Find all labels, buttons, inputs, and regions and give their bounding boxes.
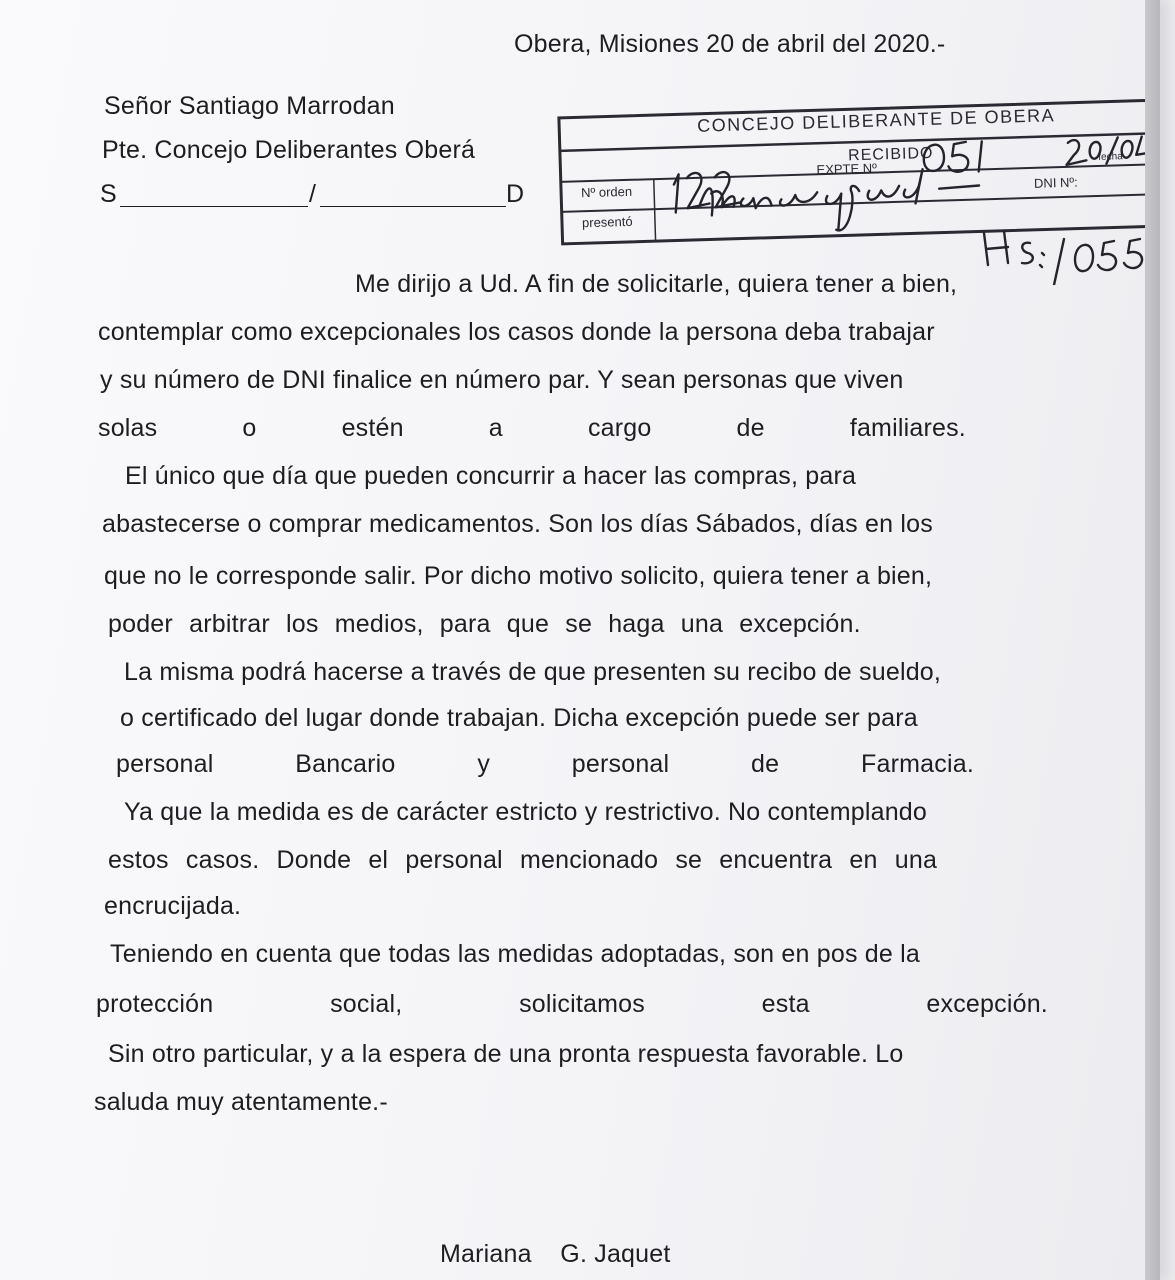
word: social, bbox=[330, 990, 403, 1018]
body-line-14: encrucijada. bbox=[104, 892, 242, 920]
stamp-dni-label: DNI Nº: bbox=[1033, 174, 1078, 191]
word: solicitamos bbox=[519, 990, 645, 1018]
body-line-4 bbox=[98, 414, 966, 443]
body-line-1: Me dirijo a Ud. A fin de solicitarle, quiera tener a bien, bbox=[355, 270, 958, 298]
word: familiares. bbox=[849, 414, 966, 442]
body-line-12: Ya que la medida es de carácter estricto y restrictivo. No contemplando bbox=[124, 798, 928, 826]
recipient-name: Señor Santiago Marrodan bbox=[104, 92, 395, 120]
body-line-7: que no le corresponde salir. Por dicho motivo solicito, quiera tener a bien, bbox=[104, 562, 933, 590]
word: Farmacia. bbox=[861, 750, 974, 778]
word: esta bbox=[761, 990, 810, 1018]
word: Bancario bbox=[295, 750, 396, 778]
sd-blank-2 bbox=[320, 206, 506, 207]
recipient-title: Pte. Concejo Deliberantes Oberá bbox=[102, 136, 476, 164]
stamp-presento-label: presentó bbox=[581, 213, 633, 231]
received-stamp bbox=[556, 70, 1158, 246]
stamp-subtitle: RECIBIDO bbox=[847, 144, 934, 165]
stamp-fecha-label: fecha bbox=[1098, 151, 1123, 163]
body-line-18: saluda muy atentamente.- bbox=[94, 1088, 388, 1116]
body-line-5: El único que día que pueden concurrir a hacer las compras, para bbox=[125, 462, 857, 490]
stamp-handwriting bbox=[556, 70, 1158, 246]
body-line-10: o certificado del lugar donde trabajan. Dicha excepción puede ser para bbox=[120, 704, 918, 732]
sd-right: D bbox=[506, 180, 525, 208]
word: personal bbox=[116, 750, 214, 778]
word: solas bbox=[98, 414, 158, 442]
word: de bbox=[751, 750, 780, 778]
body-line-8: poder arbitrar los medios, para que se haga una excepción. bbox=[108, 610, 861, 638]
sd-slash: / bbox=[309, 180, 317, 208]
sd-line bbox=[100, 180, 530, 210]
word: excepción. bbox=[926, 990, 1048, 1018]
body-line-9: La misma podrá hacerse a través de que presenten su recibo de sueldo, bbox=[124, 658, 942, 686]
stamp-title: CONCEJO DELIBERANTE DE OBERA bbox=[696, 105, 1056, 136]
stamp-expte-label: EXPTE Nº bbox=[816, 160, 878, 178]
sd-blank-1 bbox=[120, 206, 308, 207]
body-line-17: Sin otro particular, y a la espera de una pronta respuesta favorable. Lo bbox=[108, 1040, 904, 1068]
sd-left: S bbox=[100, 180, 117, 208]
word: a bbox=[488, 414, 503, 442]
word: y bbox=[477, 750, 491, 778]
word: cargo bbox=[587, 414, 652, 442]
paper-edge bbox=[1145, 0, 1160, 1280]
body-line-16 bbox=[96, 990, 1048, 1019]
body-line-3: y su número de DNI finalice en número par. Y sean personas que viven bbox=[100, 366, 904, 394]
body-line-6: abastecerse o comprar medicamentos. Son los días Sábados, días en los bbox=[102, 510, 933, 538]
body-line-15: Teniendo en cuenta que todas las medidas adoptadas, son en pos de la bbox=[110, 940, 921, 968]
word: o bbox=[242, 414, 257, 442]
word: personal bbox=[571, 750, 670, 778]
handwritten-time bbox=[980, 225, 1160, 285]
stamp-orden-label: Nº orden bbox=[580, 183, 633, 201]
date-line: Obera, Misiones 20 de abril del 2020.- bbox=[514, 30, 946, 58]
body-line-2: contemplar como excepcionales los casos donde la persona deba trabajar bbox=[98, 318, 935, 346]
body-line-13: estos casos. Donde el personal mencionado se encuentra en una bbox=[108, 846, 938, 874]
signature-name: Mariana G. Jaquet bbox=[440, 1240, 671, 1268]
word: estén bbox=[341, 414, 404, 442]
word: protección bbox=[96, 990, 214, 1018]
word: de bbox=[736, 414, 765, 442]
body-line-11 bbox=[116, 750, 974, 779]
